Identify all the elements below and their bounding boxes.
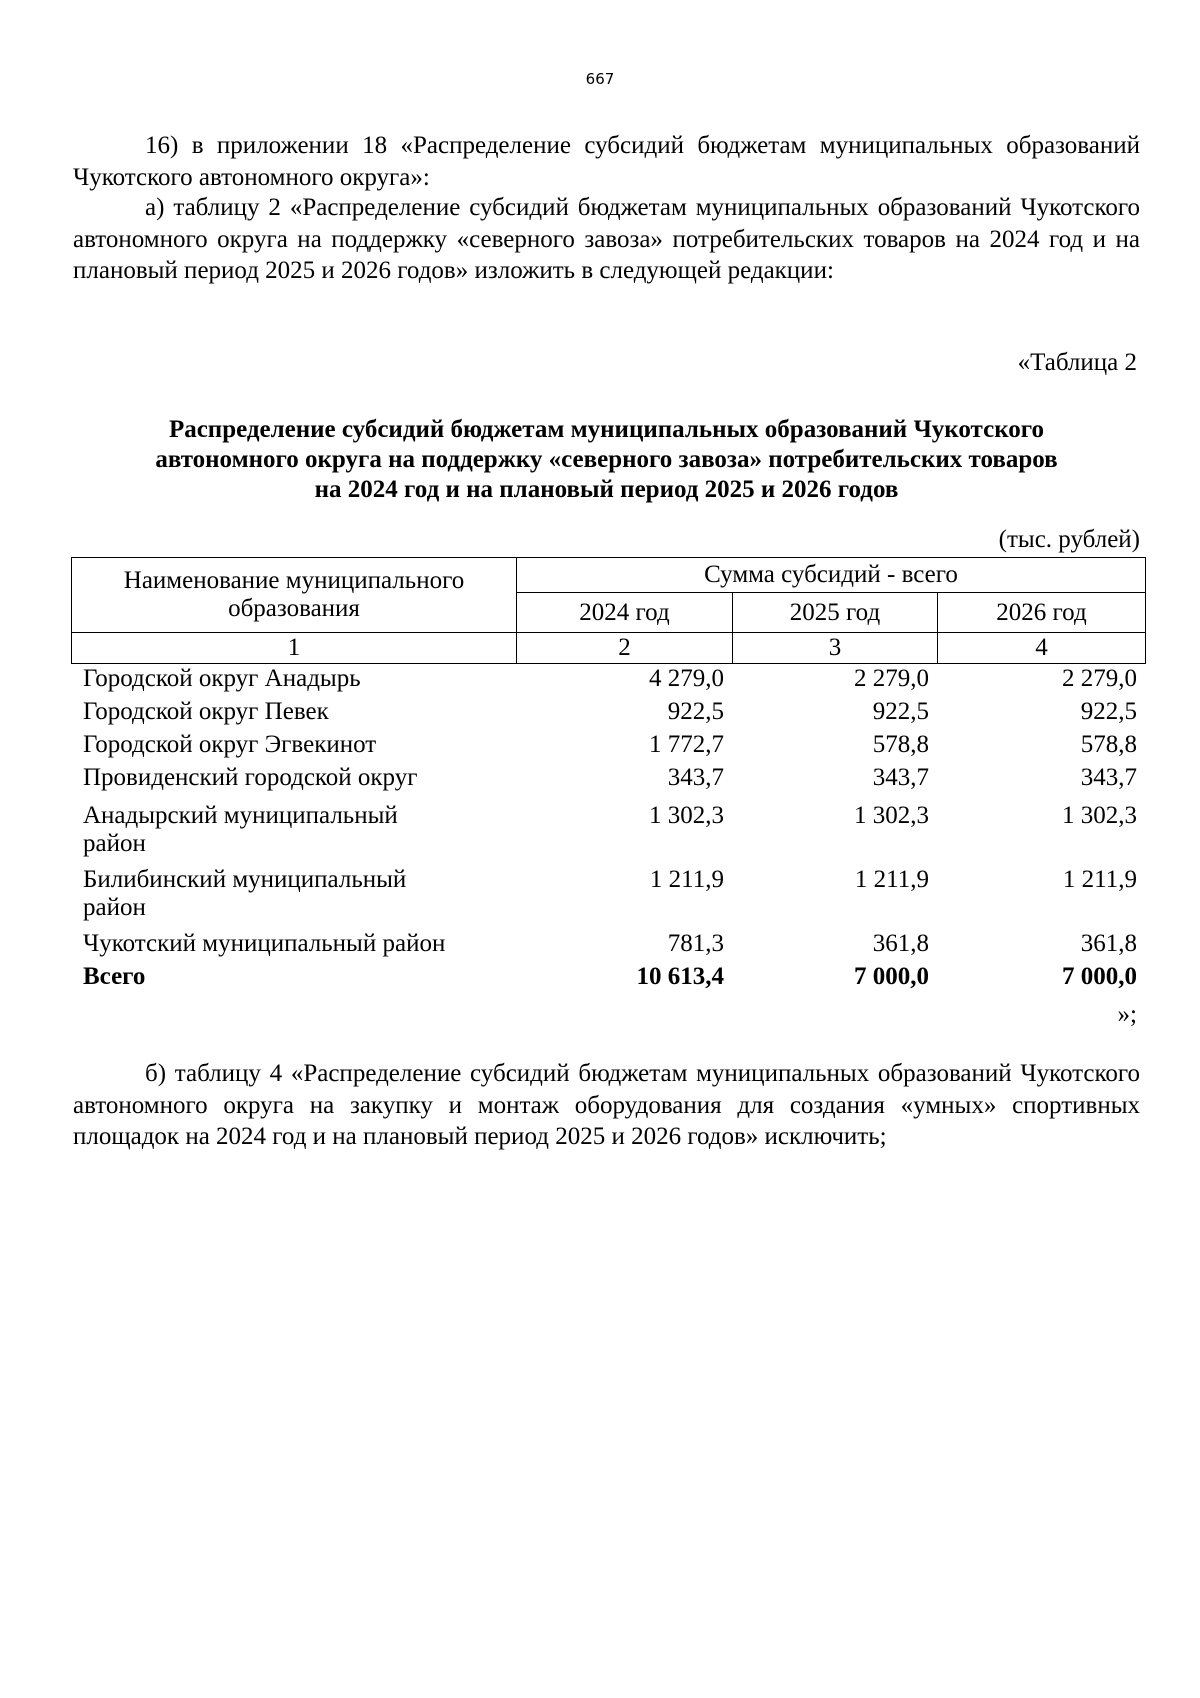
table-row xyxy=(71,930,1145,963)
row-value-2025: 361,8 xyxy=(872,930,929,957)
total-label: Всего xyxy=(83,963,146,990)
table-title-line: Распределение субсидий бюджетам муниципальных образований Чукотского xyxy=(168,416,1045,443)
total-value-2024: 10 613,4 xyxy=(636,963,724,990)
row-value-2026: 2 279,0 xyxy=(1062,665,1137,692)
header-year: 2026 год xyxy=(938,593,1146,633)
row-value-2026: 343,7 xyxy=(1080,764,1137,791)
row-value-2025: 922,5 xyxy=(872,698,929,725)
row-value-2026: 578,8 xyxy=(1080,731,1137,758)
paragraph-item-b: б) таблицу 4 «Распределение субсидий бюджетам муниципальных образований Чукотского автономного округа на закупку и монтаж оборудования для создания «умных» спортивных площадок на 2024 год и на плановый период 2025 и 2026 годов» исключить; xyxy=(73,1060,1140,1150)
total-row xyxy=(71,963,1145,996)
table-header xyxy=(71,557,1146,664)
header-year: 2025 год xyxy=(733,593,938,633)
table-title-line: автономного округа на поддержку «северного завоза» потребительских товаров xyxy=(155,446,1058,473)
row-name: Чукотский муниципальный район xyxy=(83,930,446,957)
table-row xyxy=(71,731,1145,764)
row-value-2026: 1 302,3 xyxy=(1062,802,1137,829)
header-numbers-row xyxy=(72,633,1146,664)
row-value-2024: 343,7 xyxy=(667,764,724,791)
row-name: Городской округ Эгвекинот xyxy=(83,731,377,758)
row-name: Анадырский муниципальный район xyxy=(83,802,398,857)
table-title xyxy=(73,415,1140,505)
table-row xyxy=(71,802,1145,866)
row-value-2025: 1 302,3 xyxy=(854,802,929,829)
row-value-2024: 1 772,7 xyxy=(649,731,724,758)
row-value-2025: 578,8 xyxy=(872,731,929,758)
row-value-2025: 1 211,9 xyxy=(854,866,929,893)
page-number: 667 xyxy=(585,70,615,88)
row-name: Городской округ Анадырь xyxy=(83,665,361,692)
paragraph-item-16: 16) в приложении 18 «Распределение субсидий бюджетам муниципальных образований Чукотского автономного округа»: xyxy=(73,132,1140,191)
row-value-2024: 4 279,0 xyxy=(649,665,724,692)
header-number: 3 xyxy=(733,633,938,664)
header-sum-group: Сумма субсидий - всего xyxy=(517,558,1146,593)
header-number: 2 xyxy=(517,633,733,664)
total-value-2026: 7 000,0 xyxy=(1062,963,1137,990)
row-name: Билибинский муниципальный район xyxy=(83,866,407,921)
row-name: Провиденский городской округ xyxy=(83,764,418,791)
header-year: 2024 год xyxy=(517,593,733,633)
row-value-2024: 922,5 xyxy=(667,698,724,725)
table-row xyxy=(71,764,1145,802)
header-name-column: Наименование муниципального образования xyxy=(72,558,517,633)
row-value-2025: 343,7 xyxy=(872,764,929,791)
row-value-2024: 1 211,9 xyxy=(649,866,724,893)
table-body xyxy=(71,665,1145,996)
row-value-2026: 922,5 xyxy=(1080,698,1137,725)
row-value-2025: 2 279,0 xyxy=(854,665,929,692)
row-value-2024: 1 302,3 xyxy=(649,802,724,829)
table-label: «Таблица 2 xyxy=(1017,349,1137,376)
row-value-2024: 781,3 xyxy=(667,930,724,957)
table-row xyxy=(71,665,1145,698)
table-row xyxy=(71,698,1145,731)
header-number: 4 xyxy=(938,633,1146,664)
row-value-2026: 1 211,9 xyxy=(1062,866,1137,893)
header-row xyxy=(72,558,1146,593)
table-title-line: на 2024 год и на плановый период 2025 и 2026 годов xyxy=(314,476,899,503)
total-value-2025: 7 000,0 xyxy=(854,963,929,990)
row-value-2026: 361,8 xyxy=(1080,930,1137,957)
row-name: Городской округ Певек xyxy=(83,698,329,725)
units-label: (тыс. рублей) xyxy=(998,526,1140,553)
paragraph-item-a: а) таблицу 2 «Распределение субсидий бюджетам муниципальных образований Чукотского автономного округа на поддержку «северного завоза» потребительских товаров на 2024 год и на плановый период 2025 и 2026 годов» изложить в следующей редакции: xyxy=(73,194,1140,284)
table-close-quote: »; xyxy=(1117,1001,1137,1028)
table-row xyxy=(71,866,1145,930)
header-number: 1 xyxy=(72,633,517,664)
